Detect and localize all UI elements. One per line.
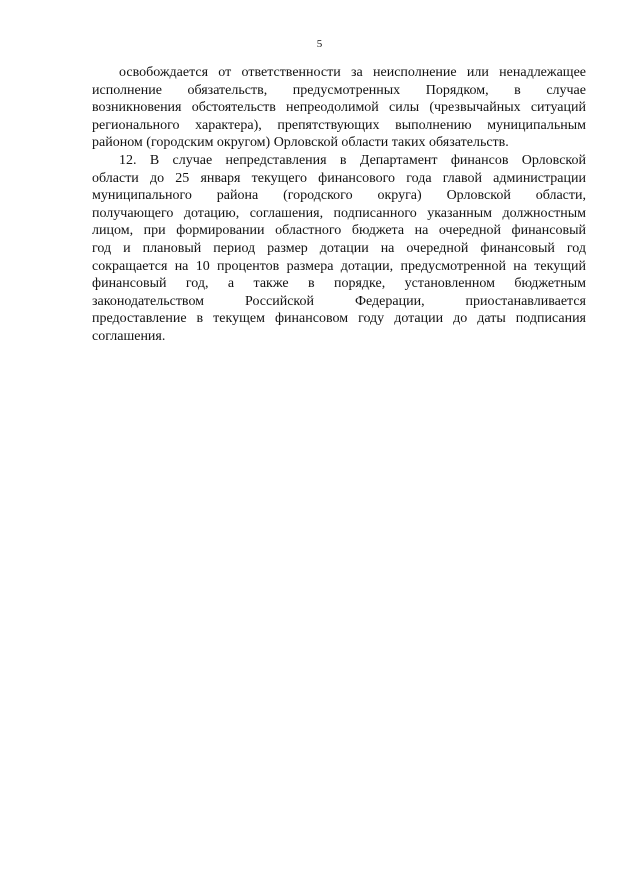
text-line: соглашения. (92, 328, 166, 344)
text-line: регионального характера), препятствующих выполнению муниципальным (92, 117, 586, 133)
paragraph-item-12 (92, 152, 586, 346)
text-line: предоставление в текущем финансовом году дотации до даты подписания (92, 311, 586, 327)
text-line: сокращается на 10 процентов размера дотации, предусмотренной на текущий (92, 258, 586, 274)
text-line: возникновения обстоятельств непреодолимой силы (чрезвычайных ситуаций (92, 100, 586, 116)
text-line: законодательством Российской Федерации, приостанавливается (92, 293, 586, 309)
text-line: районом (городским округом) Орловской области таких обязательств. (92, 135, 509, 151)
text-line: муниципального района (городского округа) Орловской области, (92, 188, 586, 204)
text-line: 12. В случае непредставления в Департамент финансов Орловской (119, 152, 586, 168)
text-line: год и плановый период размер дотации на очередной финансовый год (92, 240, 586, 256)
document-body (92, 64, 586, 346)
text-line: освобождается от ответственности за неисполнение или ненадлежащее (119, 65, 586, 80)
text-line: лицом, при формировании областного бюджета на очередной финансовый (92, 223, 586, 239)
text-line: области до 25 января текущего финансового года главой администрации (92, 170, 586, 186)
text-line: получающего дотацию, соглашения, подписанного указанным должностным (92, 205, 586, 221)
text-line: исполнение обязательств, предусмотренных Порядком, в случае (92, 82, 586, 98)
paragraph-continuation (92, 64, 586, 152)
page-number: 5 (316, 38, 323, 50)
text-line: финансовый год, а также в порядке, установленном бюджетным (92, 276, 586, 292)
